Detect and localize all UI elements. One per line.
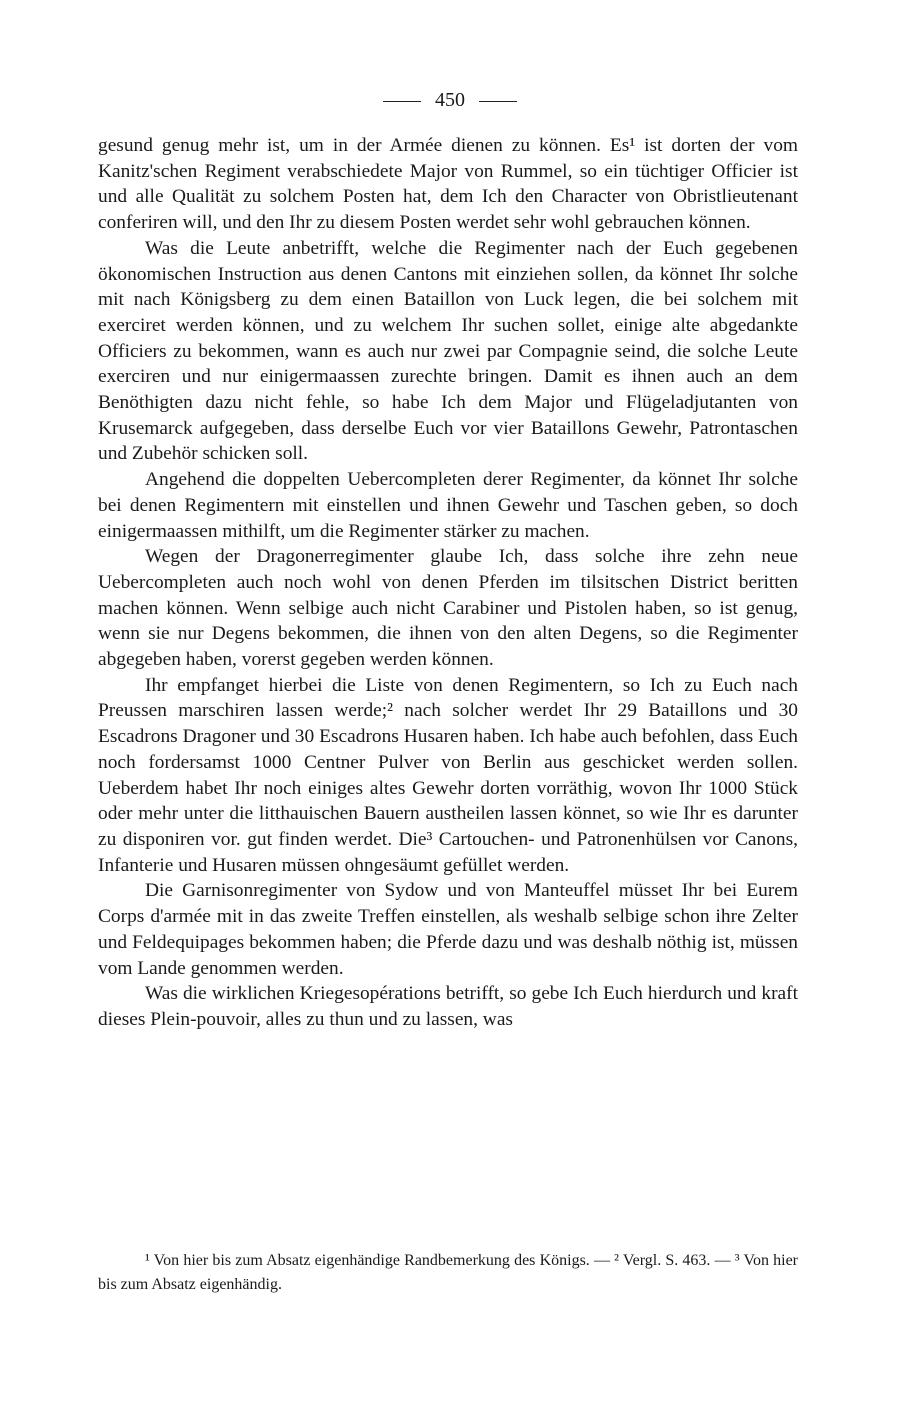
page-header [0, 86, 900, 114]
header-rule-right [479, 101, 517, 102]
footnotes [98, 1249, 798, 1297]
paragraph: Angehend die doppelten Uebercompleten derer Regimenter, da könnet Ihr solche bei denen Regimentern mit einstellen und ihnen Gewehr und Taschen geben, so doch einigermaassen mithilft, um die Regimenter stärker zu machen. [98, 469, 798, 542]
paragraph: Ihr empfanget hierbei die Liste von denen Regimentern, so Ich zu Euch nach Preussen marschiren lassen werde;² nach solcher werdet Ihr 29 Bataillons und 30 Escadrons Dragoner und 30 Escadrons Husaren haben. Ich habe auch befohlen, dass Euch noch fordersamst 1000 Centner Pulver von Berlin aus geschicket werden sollen. Ueberdem habet Ihr noch einiges altes Gewehr dorten vorräthig, wovon Ihr 1000 Stück oder mehr unter die litthauischen Bauern austheilen lassen könnet, so wie Ihr es darunter zu disponiren vor. gut finden werdet. Die³ Cartouchen- und Patronenhülsen vor Canons, Infanterie und Husaren müssen ohngesäumt gefüllet werden. [98, 674, 798, 876]
paragraph: Die Garnisonregimenter von Sydow und von Manteuffel müsset Ihr bei Eurem Corps d'armée mit in das zweite Treffen einstellen, als weshalb selbige schon ihre Zelter und Feldequipages bekommen haben; die Pferde dazu und was deshalb nöthig ist, müssen vom Lande genommen werden. [98, 880, 798, 979]
paragraph: Was die wirklichen Kriegesopérations betrifft, so gebe Ich Euch hierdurch und kraft dieses Plein-pouvoir, alles zu thun und zu lassen, was [98, 983, 798, 1030]
page-number: 450 [435, 89, 465, 111]
paragraph: Was die Leute anbetrifft, welche die Regimenter nach der Euch gegebenen ökonomischen Instruction aus denen Cantons mit einziehen sollen, da könnet Ihr solche mit nach Königsberg zu dem einen Bataillon von Luck legen, die bei solchem mit exerciret werden können, und zu welchem Ihr suchen sollet, einige alte abgedankte Officiers zu bekommen, wann es auch nur zwei par Compagnie seind, die solche Leute exerciren und nur einigermaassen zurechte bringen. Damit es ihnen auch an dem Benöthigten dazu nicht fehle, so habe Ich dem Major und Flügeladjutanten von Krusemarck aufgegeben, dass derselbe Euch vor vier Bataillons Gewehr, Patrontaschen und Zubehör schicken soll. [98, 237, 798, 465]
header-rule-left [383, 101, 421, 102]
body-text [98, 133, 798, 1033]
paragraph: Wegen der Dragonerregimenter glaube Ich, dass solche ihre zehn neue Uebercompleten auch noch wohl von denen Pferden im tilsitschen District beritten machen können. Wenn selbige auch nicht Carabiner und Pistolen haben, so ist genug, wenn sie nur Degens bekommen, die ihnen von den alten Degens, so die Regimenter abgegeben haben, vorerst gegeben werden können. [98, 546, 798, 671]
paragraph: gesund genug mehr ist, um in der Armée dienen zu können. Es¹ ist dorten der vom Kanitz'schen Regiment verabschiedete Major von Rummel, so ein tüchtiger Officier ist und alle Qualität zu solchem Posten hat, dem Ich den Character von Obristlieutenant conferiren will, und den Ihr zu diesem Posten werdet sehr wohl gebrauchen können. [98, 135, 798, 234]
footnote-text: ¹ Von hier bis zum Absatz eigenhändige Randbemerkung des Königs. — ² Vergl. S. 463. — ³ Von hier bis zum Absatz eigenhändig. [98, 1252, 798, 1293]
